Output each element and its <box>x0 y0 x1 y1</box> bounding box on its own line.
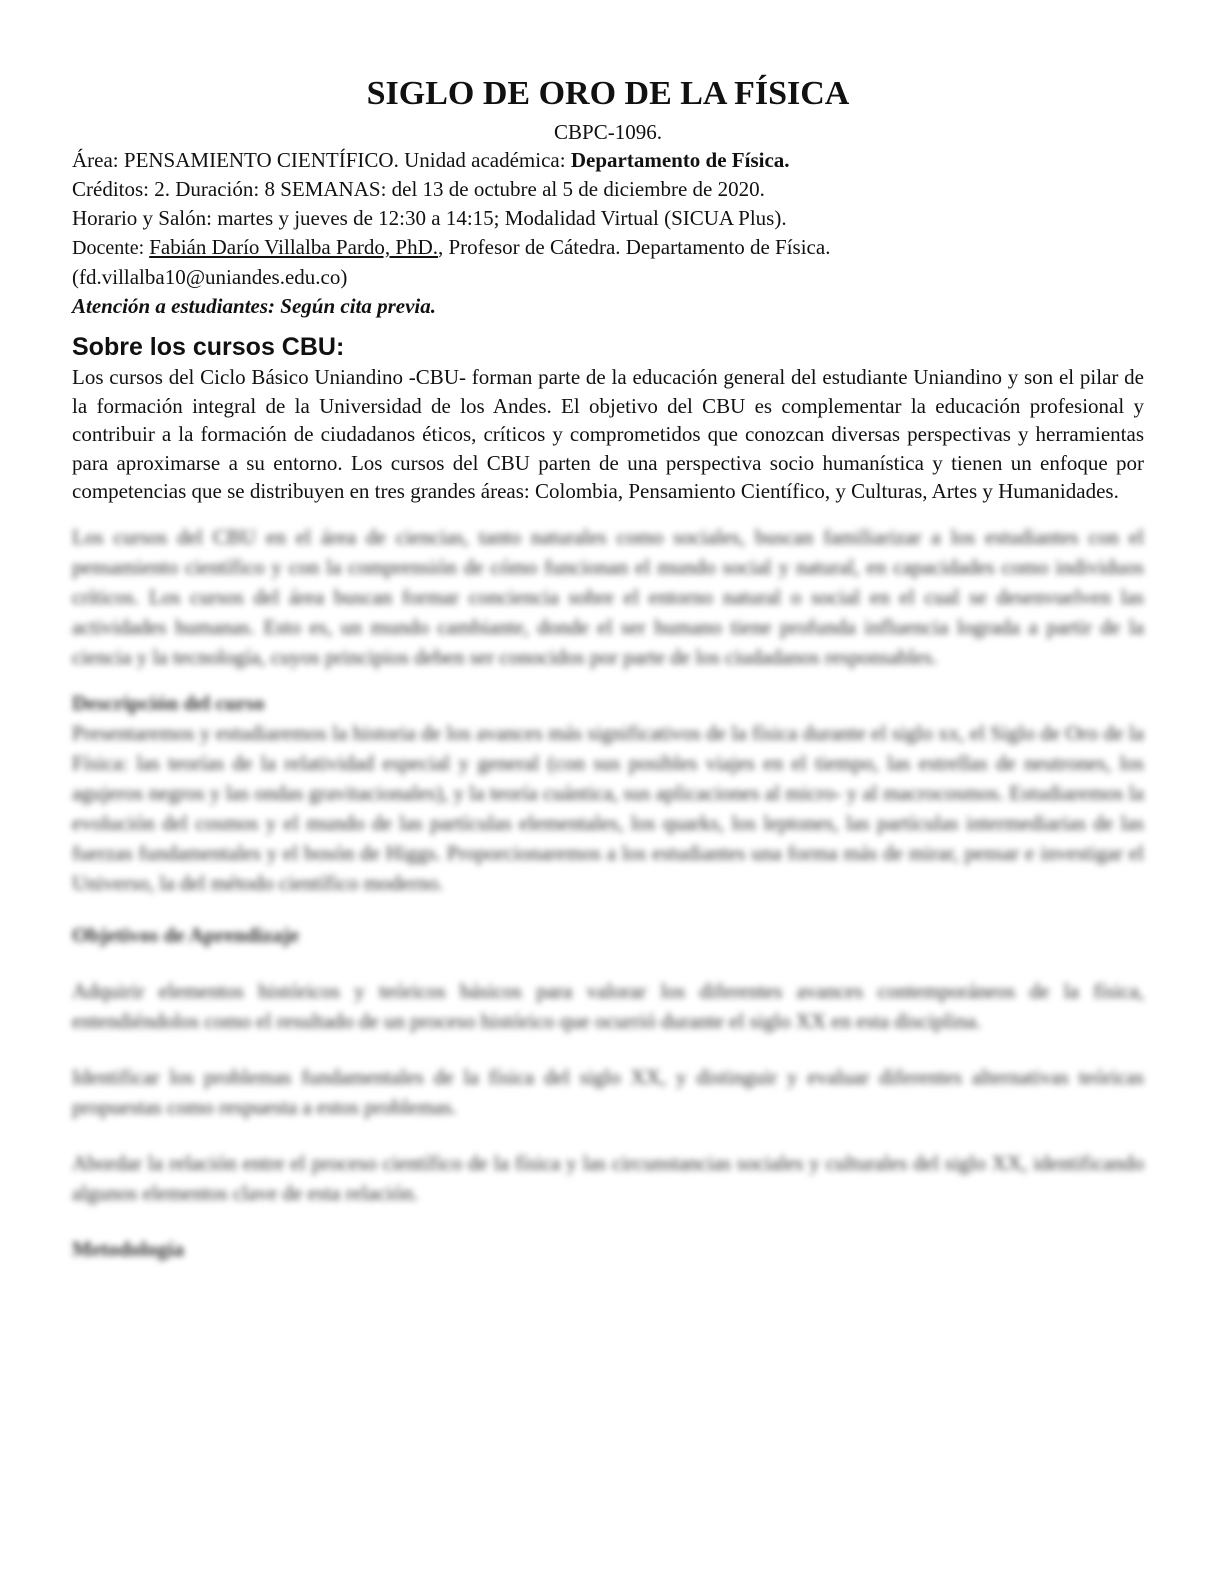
teacher-prefix: Docente: <box>72 237 150 259</box>
description-paragraph: Presentaremos y estudiaremos la historia de los avances más significativos de la física durante el siglo xx, el Siglo de Oro de la Física: las teorías de la relatividad especial y general (con sus posibles viajes en el tiempo, las estrellas de neutrones, los agujeros negros y las ondas gravitacionales), y la teoría cuántica, sus aplicaciones al micro- y al macrocosmos. Estudiaremos la evolución del cosmos y el mundo de las partículas elementales, los quarks, los leptones, las partículas intermediarias de las fuerzas fundamentales y el bosón de Higgs. Proporcionaremos a los estudiantes una forma más de mirar, pensar e investigar el Universo, la del método científico moderno. <box>72 720 1144 895</box>
course-code: CBPC-1096. <box>554 120 662 144</box>
methodology-heading: Metodología <box>72 1236 184 1261</box>
cbu-heading: Sobre los cursos CBU: <box>72 333 345 361</box>
teacher-email: (fd.villalba10@uniandes.edu.co) <box>72 265 348 289</box>
cbu-paragraph: Los cursos del Ciclo Básico Uniandino -CBU- forman parte de la educación general del estudiante Uniandino y son el pilar de la formación integral de la Universidad de los Andes. El objetivo del CBU es complementar la educación profesional y contribuir a la formación de ciudadanos éticos, críticos y comprometidos que conozcan diversas perspectivas y herramientas para aproximarse a su entorno. Los cursos del CBU parten de una perspectiva socio humanística y tienen un enfoque por competencias que se distribuyen en tres grandes áreas: Colombia, Pensamiento Científico, y Culturas, Artes y Humanidades. <box>72 365 1144 504</box>
science-paragraph: Los cursos del CBU en el área de ciencias, tanto naturales como sociales, buscan familiarizar a los estudiantes con el pensamiento científico y con la comprensión de cómo funcionan el mundo social y natural, en capacidades como individuos críticos. Los cursos del área buscan formar conciencia sobre el entorno natural o social en el cual se desenvuelven las actividades humanas. Esto es, un mundo cambiante, donde el ser humano tiene profunda influencia lograda a partir de la ciencia y la tecnología, cuyos principios deben ser conocidos por parte de los ciudadanos responsables. <box>72 524 1144 669</box>
teacher-line <box>72 233 1144 263</box>
description-heading: Descripción del curso <box>72 690 265 715</box>
objective-item: Identificar los problemas fundamentales de la física del siglo XX, y distinguir y evaluar diferentes alternativas teóricas propuestas como respuesta a estos problemas. <box>72 1064 1144 1119</box>
teacher-name-link[interactable]: Fabián Darío Villalba Pardo, PhD. <box>149 235 438 259</box>
area-prefix: Área: PENSAMIENTO CIENTÍFICO. Unidad académica: <box>72 148 571 172</box>
objectives-heading: Objetivos de Aprendizaje <box>72 922 300 947</box>
blurred-section <box>72 506 1144 1264</box>
schedule-line: Horario y Salón: martes y jueves de 12:30 a 14:15; Modalidad Virtual (SICUA Plus). <box>72 206 787 230</box>
objective-item: Adquirir elementos históricos y teóricos básicos para valorar los diferentes avances contemporáneos de la física, entendiéndolos como el resultado de un proceso histórico que ocurrió durante el siglo XX en esta disciplina. <box>72 978 1144 1033</box>
area-line <box>72 146 1144 175</box>
academic-unit: Departamento de Física. <box>570 148 790 172</box>
document-page <box>72 72 1144 1264</box>
attention-note: Atención a estudiantes: Según cita previa. <box>72 294 437 318</box>
credits-line: Créditos: 2. Duración: 8 SEMANAS: del 13 de octubre al 5 de diciembre de 2020. <box>72 177 765 201</box>
teacher-role: , Profesor de Cátedra. Departamento de Física. <box>438 235 831 259</box>
objective-item: Abordar la relación entre el proceso científico de la física y las circunstancias sociales y culturales del siglo XX, identificando algunos elementos clave de esta relación. <box>72 1150 1144 1205</box>
course-title: SIGLO DE ORO DE LA FÍSICA <box>366 75 850 112</box>
